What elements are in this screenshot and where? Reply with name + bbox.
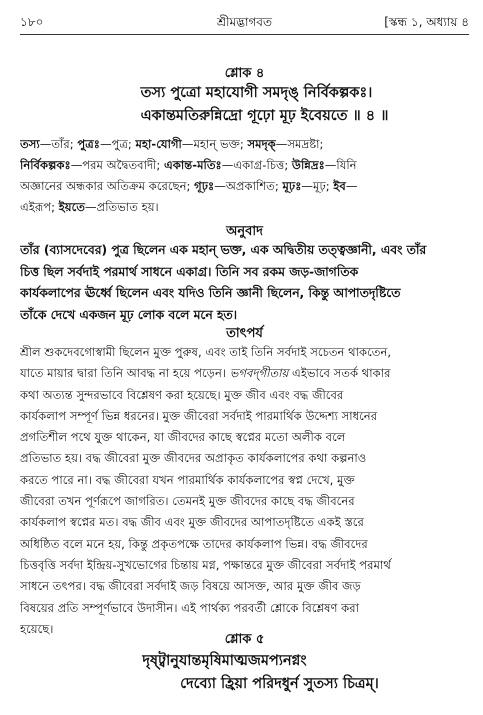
text-segment: এইরূপ; (20, 200, 59, 214)
text-segment: করতে পারে না। বদ্ধ জীবেরা যখন পারমার্থিক কার্যকলাপের স্বপ্ন দেখে, মুক্ত (20, 472, 355, 487)
translation-line: তাঁকে দেখে একজন মূঢ় লোক বলে মনে হত। (20, 307, 238, 322)
text-line (20, 555, 469, 576)
text-segment: —মহান্‌ ভক্ত; (181, 137, 248, 151)
text-line (20, 512, 469, 533)
text-segment: জীবেরা তখন পূর্ণরূপে জাগরিত। তেমনই মুক্ত জীবদের কাছে বদ্ধ জীবনের (20, 494, 355, 509)
text-line (20, 155, 469, 176)
verse-4-line-2: একান্তমতিরুন্নিদ্রো গূঢ়ো মূঢ় ইবেয়তে ॥ ৪ ॥ (140, 108, 389, 124)
word-synonyms (20, 134, 469, 218)
text-line (20, 448, 469, 469)
text-segment: —একাগ্র-চিত্ত; (221, 158, 292, 172)
text-segment: —যিনি (324, 158, 357, 172)
text-line (20, 427, 469, 448)
term: মূঢ়ঃ (282, 179, 302, 193)
text-segment: চিত্তবৃত্তি সর্বদা ইন্দ্রিয়-সুখভোগের চিন্তায় মগ্ন, পক্ষান্তরে মুক্ত জীবেরা সর্বদাই পরমার্থ (20, 557, 391, 572)
term: মহা-যোগী (135, 137, 182, 151)
text-segment: — (345, 179, 358, 193)
text-segment: —প্রতিভাত হয়। (84, 200, 159, 214)
term: গূঢ়ঃ (194, 179, 215, 193)
emphasis: ভগবদ্‌গীতায় (229, 366, 289, 381)
text-segment: যাতে মায়ার দ্বারা তিনি আবদ্ধ না হয়ে পড়েন। (20, 366, 230, 381)
verse-4-heading: শ্লোক ৪ (224, 66, 265, 81)
text-line (20, 491, 469, 512)
text-segment: সাধনে তৎপর। বদ্ধ জীবেরা সর্বদাই জড় বিষয়ে আসক্ত, আর মুক্ত জীব জড় (20, 579, 361, 594)
translation-line: চিত্ত ছিল সর্বদাই পরমার্থ সাধনে একাগ্র। তিনি সব রকম জড়-জাগতিক (20, 264, 359, 279)
text-segment: —সমদ্রষ্টা; (275, 137, 324, 151)
translation-text (20, 240, 469, 326)
term: উন্নিদ্রঃ (291, 158, 325, 172)
text-segment: —মূঢ়; (301, 179, 334, 193)
text-line (20, 534, 469, 555)
text-line (20, 576, 469, 597)
page-number: ১৮০ (20, 15, 44, 29)
text-line (20, 197, 469, 218)
translation-line: কার্যকলাপের ঊর্ধ্বে ছিলেন এবং যদিও তিনি জ্ঞানী ছিলেন, কিন্তু আপাতদৃষ্টিতে (20, 286, 401, 300)
verse-5-text (20, 650, 469, 696)
text-line (20, 470, 469, 491)
text-segment: —পরম অদ্বৈতবাদী; (70, 158, 164, 172)
text-segment: বিষয়ের প্রতি সম্পূর্ণভাবে উদাসীন। এই পার্থক্য পরবর্তী শ্লোকে বিশ্লেষণ করা (20, 600, 360, 615)
text-segment: হয়েছে। (20, 621, 54, 636)
text-line (20, 342, 469, 363)
text-segment: কার্যকলাপ স্বপ্নের মত। বদ্ধ জীব এবং মুক্ত জীবদের আপাতদৃষ্টিতে একই স্তরে (20, 515, 364, 530)
text-segment: প্রতিভাত হয়। বদ্ধ জীবেরা মুক্ত জীবদের অপ্রাকৃত কার্যকলাপের কথা কল্পনাও (20, 451, 367, 466)
text-line (20, 134, 469, 155)
text-segment: অধিষ্ঠিত বলে মনে হয়, কিন্তু প্রকৃতপক্ষে তাদের কার্যকলাপ ভিন্ন। বদ্ধ জীবদের (20, 536, 368, 551)
term: একান্ত-মতিঃ (163, 158, 222, 172)
term: ইয়তে (58, 200, 85, 214)
term: সমদৃক্‌ (247, 137, 276, 151)
section-reference: [স্কন্ধ ১, অধ্যায় ৪ (384, 15, 469, 29)
text-line (20, 385, 469, 406)
header-rule (20, 34, 469, 35)
translation-heading: অনুবাদ (226, 224, 263, 239)
text-segment: অজ্ঞানের অন্ধকার অতিক্রম করেছেন; (20, 179, 195, 193)
verse-5-heading: শ্লোক ৫ (224, 632, 265, 647)
text-segment: —অপ্রকাশিত; (214, 179, 283, 193)
text-segment: —তাঁর; (39, 137, 78, 151)
text-line (20, 176, 469, 197)
text-segment: —পুত্র; (99, 137, 136, 151)
text-segment: এইভাবে সতর্ক থাকার (288, 366, 391, 381)
term: ইব (333, 179, 346, 193)
translation-line: তাঁর (ব্যাসদেবের) পুত্র ছিলেন এক মহান্‌ ভক্ত, এক অদ্বিতীয় তত্ত্বজ্ঞানী, এবং তাঁর (20, 243, 427, 257)
purport-text (20, 342, 469, 640)
text-line (20, 406, 469, 427)
verse-5-line-1: দৃষ্ট্বানুযান্তমৃষিমাত্মজমপ্যনগ্নং (142, 653, 307, 669)
text-line (20, 598, 469, 619)
page-header (20, 14, 469, 32)
text-segment: প্রগতিশীল পথে যুক্ত থাকেন, যা জীবদের কাছে স্বপ্নের মতো অলীক বলে (20, 430, 346, 445)
term: তস্য (20, 137, 40, 151)
term: পুত্রঃ (77, 137, 100, 151)
verse-5-line-2: দেব্যো হ্রিয়া পরিদধুর্ন সুতস্য চিত্রম্‌। (180, 676, 379, 692)
text-segment: কথা অত্যন্ত সুন্দরভাবে বিশ্লেষণ করা হয়েছে। মুক্ত জীব এবং বদ্ধ জীবের (20, 387, 344, 402)
purport-heading: তাৎপর্য (226, 326, 263, 341)
verse-4-line-1: তস্য পুত্রো মহাযোগী সমদৃঙ্‌ নির্বিকল্পকঃ। (140, 85, 373, 101)
book-title: শ্রীমদ্ভাগবত (216, 15, 272, 29)
term: নির্বিকল্পকঃ (20, 158, 71, 172)
verse-4-text (20, 82, 469, 128)
text-line (20, 363, 469, 384)
text-segment: কার্যকলাপ সম্পূর্ণ ভিন্ন ধরনের। মুক্ত জীবেরা সর্বদাই পারমার্থিক উদ্দেশ্য সাধনের (20, 408, 378, 423)
text-segment: শ্রীল শুকদেবগোস্বামী ছিলেন মুক্ত পুরুষ, এবং তাই তিনি সর্বদাই সচেতন থাকতেন, (20, 345, 392, 359)
